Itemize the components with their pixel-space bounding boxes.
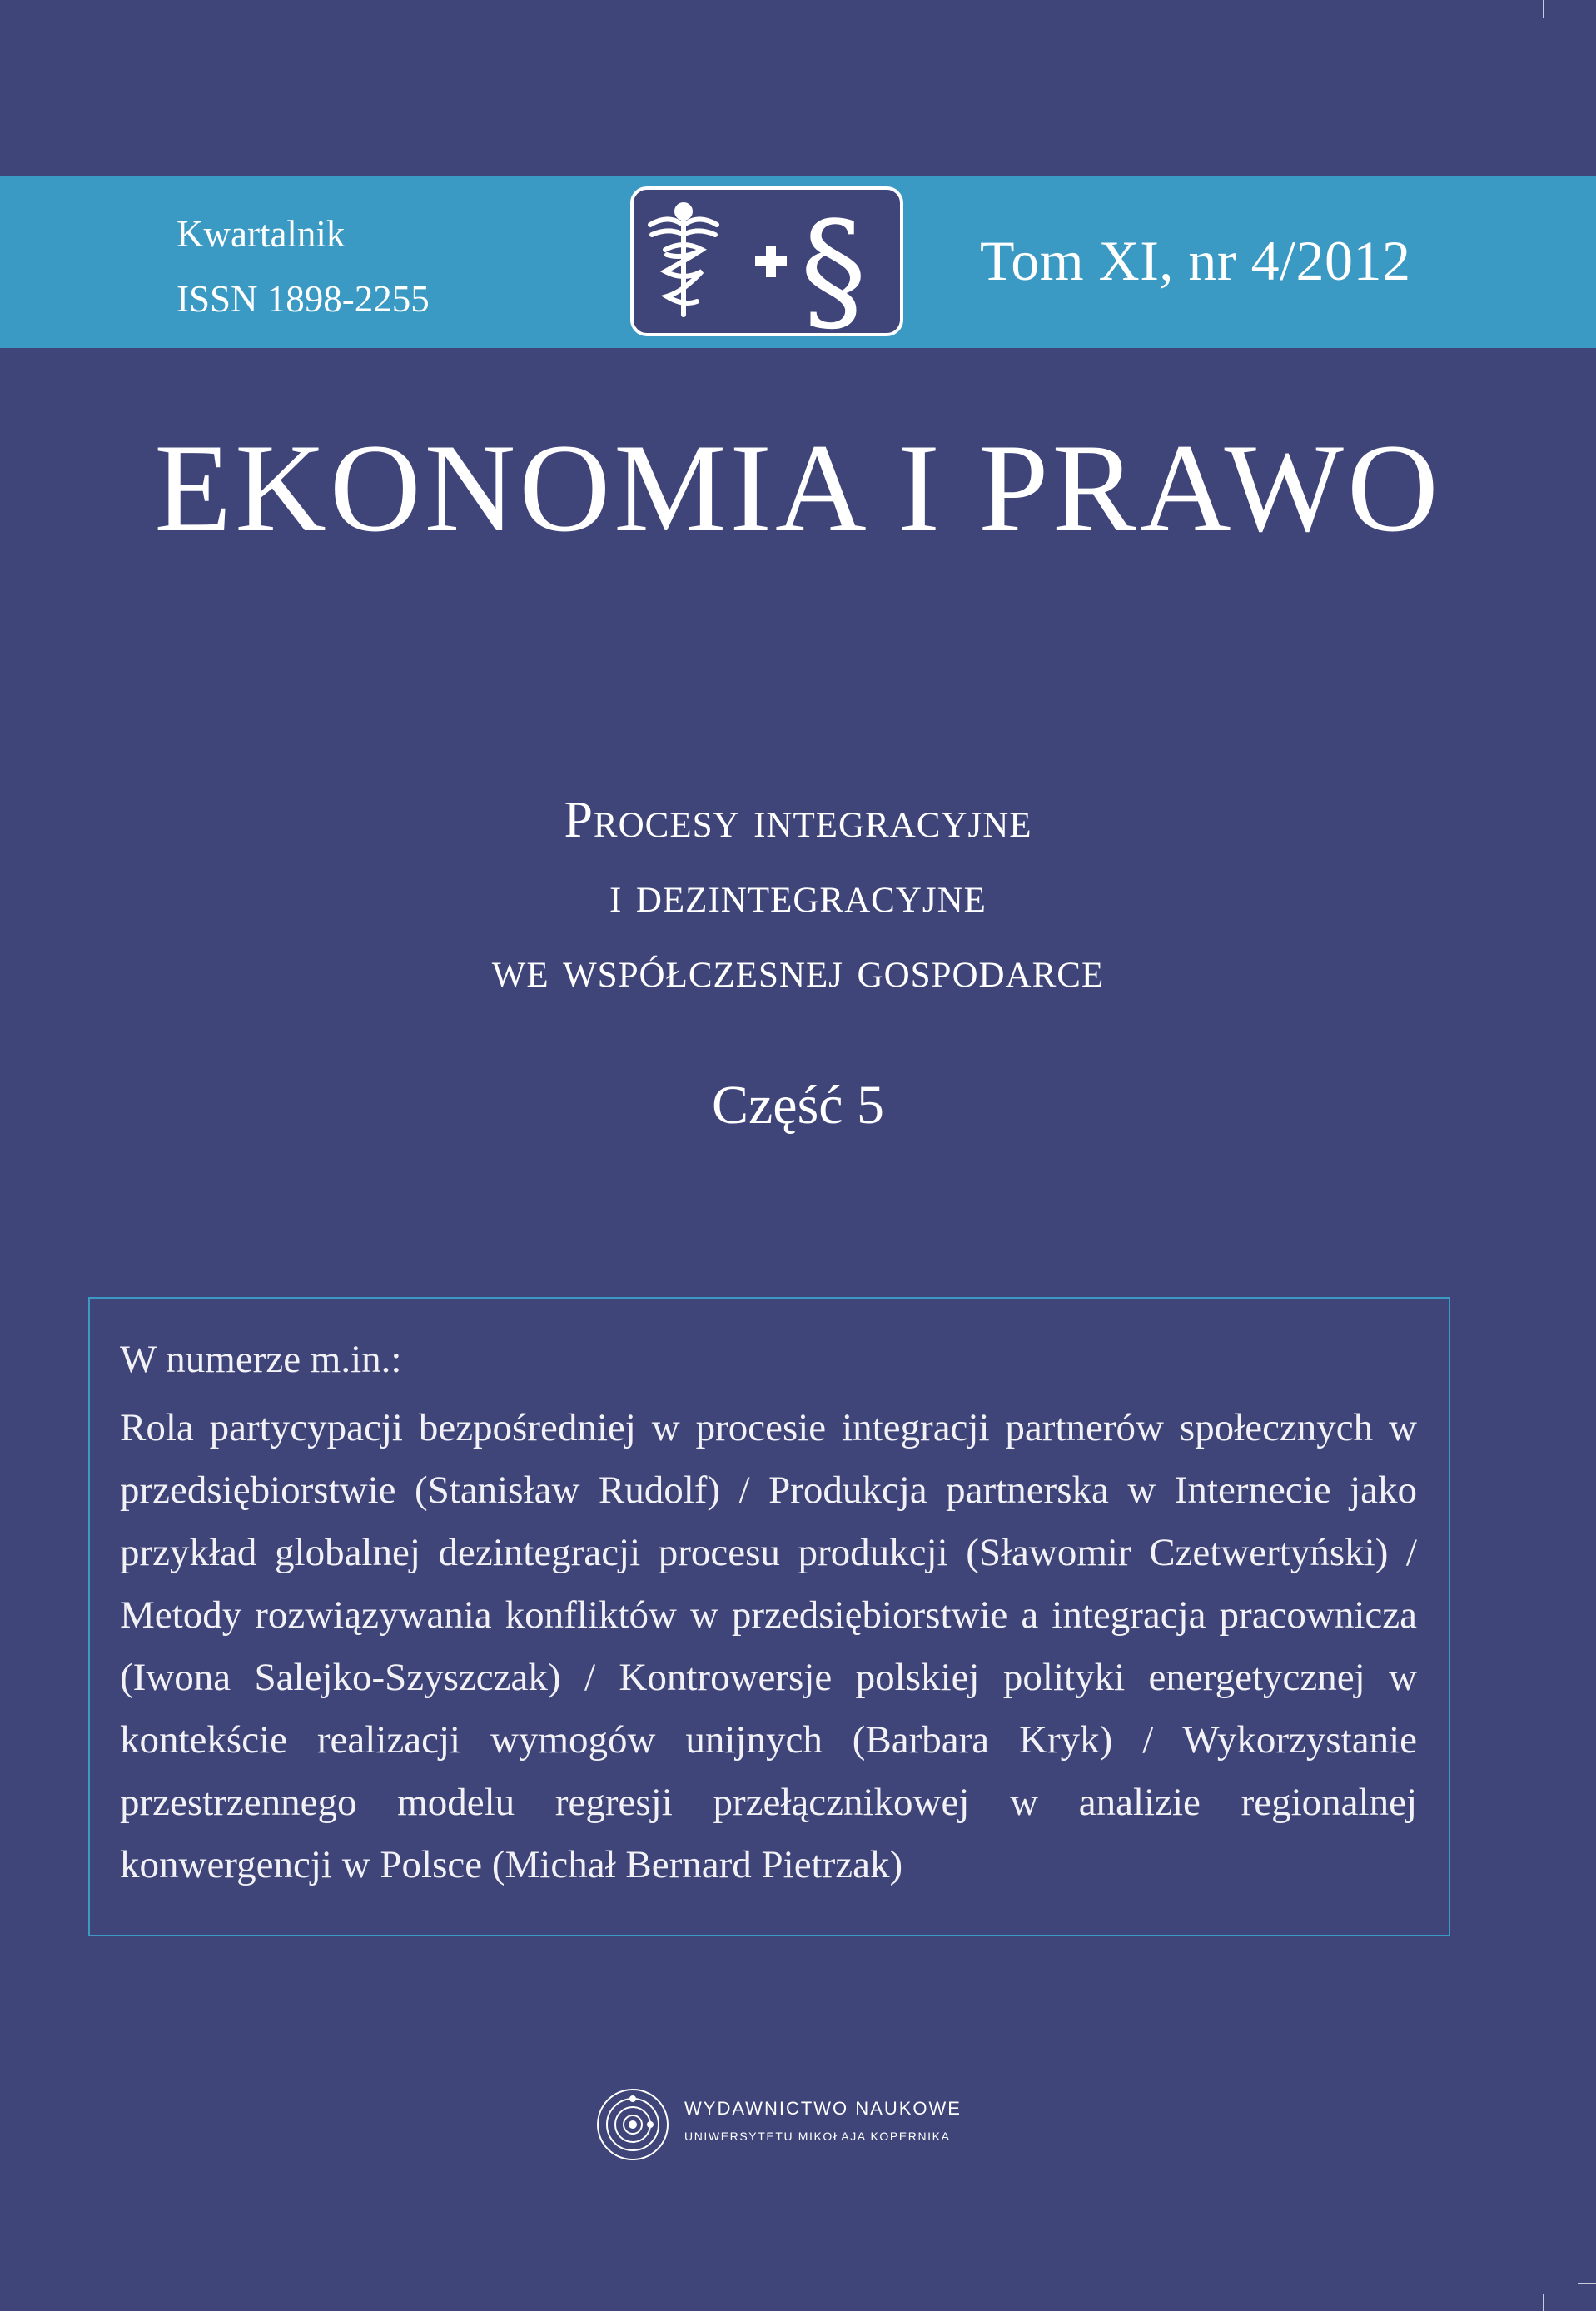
- contents-heading: W numerze m.in.:: [120, 1338, 402, 1381]
- band-left-text: [177, 201, 430, 331]
- publisher-name-line2: UNIWERSYTETU MIKOŁAJA KOPERNIKA: [684, 2130, 951, 2143]
- plus-icon: [755, 246, 787, 277]
- theme-line-2: i dezintegracyjne: [609, 867, 987, 923]
- trim-mark-bottom-right-horizontal: [1578, 2283, 1596, 2284]
- journal-logo: [630, 186, 903, 336]
- journal-title: EKONOMIA I PRAWO: [154, 418, 1442, 558]
- theme-line-3: we współczesnej gospodarce: [491, 942, 1105, 998]
- issue-theme: [0, 783, 1596, 1007]
- orbit-logo-icon: [594, 2083, 678, 2166]
- contents-box: [88, 1297, 1450, 1936]
- publisher-name-line1: WYDAWNICTWO NAUKOWE: [684, 2098, 962, 2119]
- frequency-label: Kwartalnik: [177, 213, 346, 255]
- issn-label: ISSN 1898-2255: [177, 278, 430, 320]
- section-sign-icon: §: [800, 192, 867, 333]
- trim-mark-top-right: [1543, 0, 1544, 18]
- trim-mark-bottom-right-vertical: [1543, 2294, 1544, 2311]
- journal-logo-graphic: [634, 190, 900, 333]
- publisher-logo: [594, 2083, 994, 2166]
- volume-issue: Tom XI, nr 4/2012: [980, 229, 1411, 292]
- part-number: Część 5: [711, 1075, 885, 1136]
- contents-text: Rola partycypacji bezpośredniej w procesie integracji partnerów społecznych w przedsiębiorstwie (Stanisław Rudolf) / Produkcja partnerska w Internecie jako przykład globalnej dezintegracji procesu produkcji (Sławomir Czetwertyński) / Metody rozwiązywania konfliktów w przedsiębiorstwie a integracja pracownicza (Iwona Salejko-Szyszczak) / Kontrowersje polskiej polityki energetycznej w kontekście realizacji wymogów unijnych (Barbara Kryk) / Wykorzystanie przestrzennego modelu regresji przełącznikowej w analizie regionalnej konwergencji w Polsce (Michał Bernard Pietrzak): [120, 1406, 1417, 1886]
- header-band: [0, 176, 1596, 348]
- theme-line-1: Procesy integracyjne: [564, 792, 1032, 848]
- caduceus-icon: [650, 205, 717, 315]
